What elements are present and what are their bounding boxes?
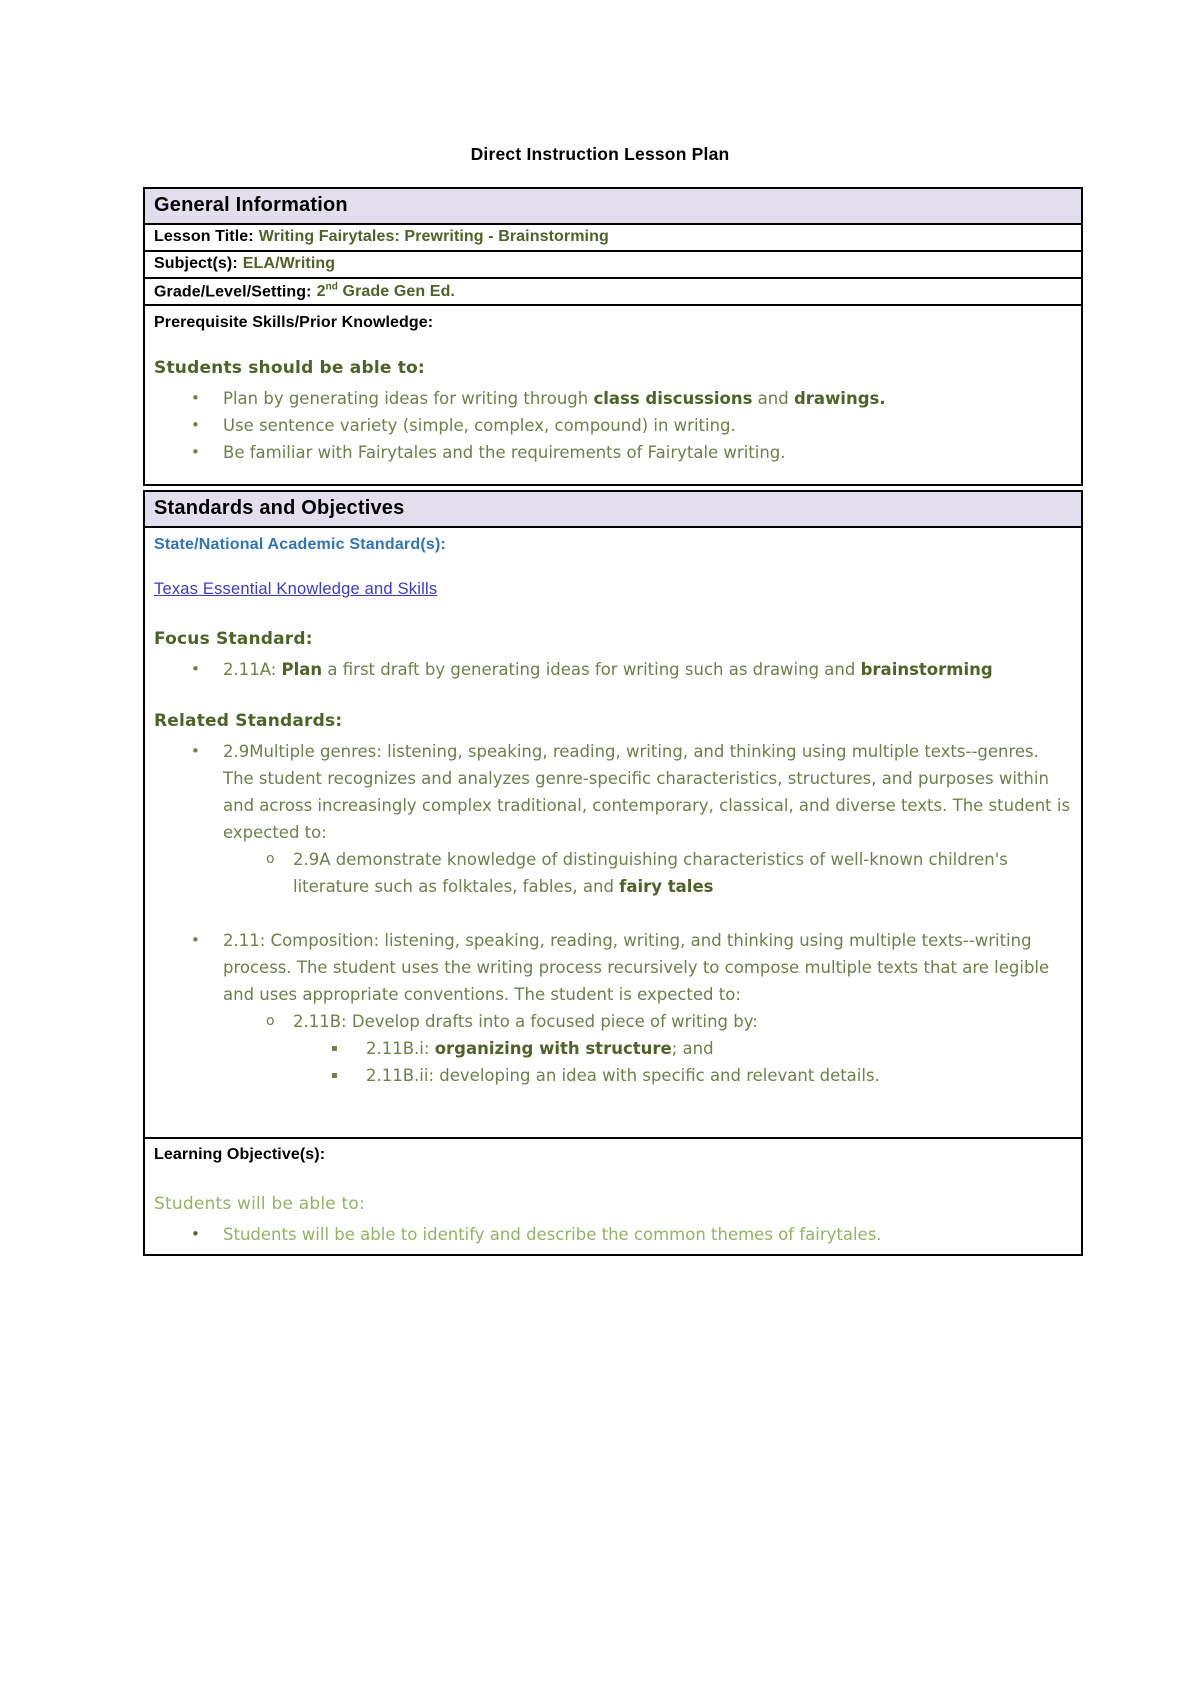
bullet-text: Plan by generating ideas for writing through class discussions and drawings. — [223, 389, 886, 408]
bullet-item — [154, 439, 1072, 466]
bullet-item — [154, 385, 1072, 412]
bullet-text: 2.9A demonstrate knowledge of distinguishing characteristics of well-known children's literature such as folktales, fables, and fairy tales — [293, 850, 1008, 896]
bullet-text: Students will be able to identify and describe the common themes of fairytales. — [223, 1225, 882, 1244]
page-title: Direct Instruction Lesson Plan — [470, 144, 730, 164]
ordinal-superscript: nd — [325, 282, 339, 293]
grade-level-setting-row — [145, 279, 1081, 306]
bullet-text: 2.11B.ii: developing an idea with specific and relevant details. — [366, 1066, 880, 1085]
standards-objectives-header: Standards and Objectives — [145, 492, 1081, 528]
bullet-item — [154, 846, 1072, 900]
lesson-title-row — [145, 225, 1081, 252]
focus-standard-bullet-list — [154, 656, 1072, 683]
bullet-glyph: o — [266, 851, 275, 867]
bullet-text: Be familiar with Fairytales and the requirements of Fairytale writing. — [223, 443, 786, 462]
bullet-glyph: • — [191, 660, 200, 678]
related-standards-heading: Related Standards: — [154, 711, 343, 731]
bullet-item — [154, 1035, 1072, 1062]
bullet-text: 2.11A: Plan a first draft by generating ideas for writing such as drawing and brainstorming — [223, 660, 993, 679]
prerequisite-skills-cell — [145, 306, 1081, 484]
related-standards-bullet-list — [154, 738, 1072, 1089]
standards-cell — [145, 528, 1081, 1139]
students-will-intro: Students will be able to: — [154, 1194, 365, 1214]
bullet-item — [154, 1221, 1072, 1248]
bullet-text: 2.9Multiple genres: listening, speaking, reading, writing, and thinking using multiple texts--genres. The student recognizes and analyzes genre-specific characteristics, structures, and purposes within and across increasingly complex traditional, contemporary, classical, and diverse texts. The student is expected to: — [223, 742, 1071, 842]
grade-level-setting-label: Grade/Level/Setting: — [154, 283, 312, 301]
state-standards-heading: State/National Academic Standard(s): — [154, 536, 447, 553]
bullet-glyph: • — [191, 443, 200, 461]
bullet-item — [154, 1062, 1072, 1089]
prerequisite-skills-label: Prerequisite Skills/Prior Knowledge: — [154, 314, 434, 331]
subject-label: Subject(s): — [154, 255, 238, 272]
bullet-glyph: • — [191, 931, 200, 949]
learning-objectives-cell — [145, 1139, 1081, 1254]
subject-value: ELA/Writing — [242, 255, 336, 272]
bullet-item — [154, 1008, 1072, 1035]
grade-level-setting-value: 2nd Grade Gen Ed. — [316, 282, 456, 301]
standards-objectives-table — [143, 490, 1083, 1256]
bullet-glyph: • — [191, 389, 200, 407]
teks-link[interactable]: Texas Essential Knowledge and Skills — [154, 580, 438, 598]
bullet-glyph: ▪ — [331, 1070, 338, 1081]
students-should-heading: Students should be able to: — [154, 358, 425, 378]
general-information-header: General Information — [145, 189, 1081, 225]
bullet-glyph: ▪ — [331, 1043, 338, 1054]
bullet-glyph: • — [191, 1225, 200, 1243]
bullet-item — [154, 412, 1072, 439]
bullet-glyph: o — [266, 1013, 275, 1029]
subject-row — [145, 252, 1081, 279]
learning-objectives-label: Learning Objective(s): — [154, 1146, 326, 1163]
bullet-glyph: • — [191, 742, 200, 760]
bullet-item — [154, 656, 1072, 683]
prerequisite-bullet-list — [154, 385, 1072, 466]
lesson-title-label: Lesson Title: — [154, 228, 254, 245]
bullet-text: 2.11: Composition: listening, speaking, reading, writing, and thinking using multiple texts--writing process. The student uses the writing process recursively to compose multiple texts that are legible and uses appropriate conventions. The student is expected to: — [223, 931, 1050, 1004]
learning-objectives-bullet-list — [154, 1221, 1072, 1248]
bullet-text: Use sentence variety (simple, complex, compound) in writing. — [223, 416, 736, 435]
focus-standard-heading: Focus Standard: — [154, 629, 313, 649]
lesson-title-value: Writing Fairytales: Prewriting - Brainstorming — [258, 228, 609, 245]
general-information-table — [143, 187, 1083, 486]
bullet-text: 2.11B: Develop drafts into a focused piece of writing by: — [293, 1012, 758, 1031]
bullet-item — [154, 927, 1072, 1008]
bullet-item — [154, 738, 1072, 846]
bullet-glyph: • — [191, 416, 200, 434]
bullet-text: 2.11B.i: organizing with structure; and — [366, 1039, 714, 1058]
